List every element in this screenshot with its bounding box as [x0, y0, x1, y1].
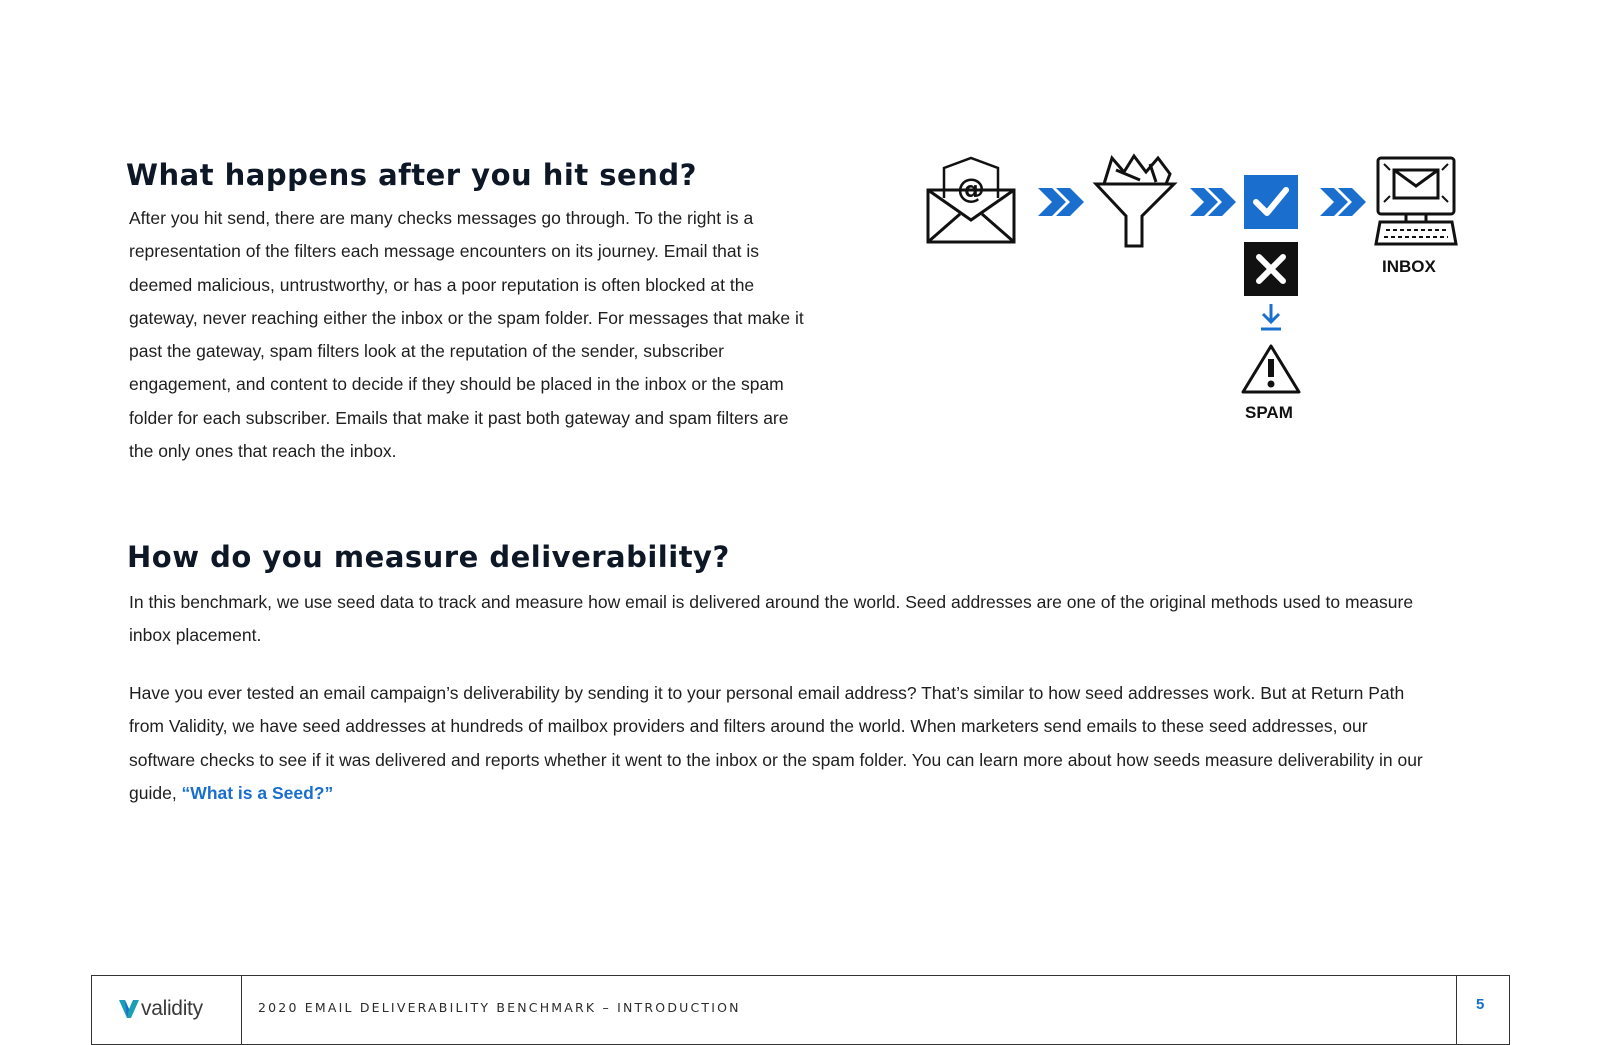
computer-inbox-icon	[1376, 158, 1456, 244]
email-flow-diagram	[920, 150, 1490, 440]
validity-logo	[119, 996, 203, 1022]
svg-text:@: @	[957, 172, 985, 205]
validity-logo-icon	[119, 1000, 139, 1018]
page-number: 5	[1476, 996, 1485, 1013]
double-chevron-icon	[1320, 188, 1366, 216]
footer-title: 2020 EMAIL DELIVERABILITY BENCHMARK – INTRODUCTION	[258, 1000, 741, 1015]
logo-wordmark: validity	[141, 997, 203, 1020]
inbox-label: INBOX	[1382, 257, 1436, 276]
download-arrow-icon	[1261, 304, 1281, 329]
funnel-filter-icon	[1096, 156, 1174, 246]
x-box-icon	[1244, 242, 1298, 296]
footer-divider	[241, 976, 242, 1044]
warning-triangle-icon	[1243, 346, 1299, 392]
section-heading-measure: How do you measure deliverability?	[127, 540, 730, 574]
section-body-after-send: After you hit send, there are many checks messages go through. To the right is a representation of the filters each message encounters on its journey. Email that is deemed malicious, untrustworthy, or has a poor reputation is often blocked at the gateway, never reaching either the inbox or the spam folder. For messages that make it past the gateway, spam filters look at the reputation of the sender, subscriber engagement, and content to decide if they should be placed in the inbox or the spam folder for each subscriber. Emails that make it past both gateway and spam filters are the only ones that reach the inbox.	[129, 208, 804, 462]
measure-paragraph-2-text: Have you ever tested an email campaign’s deliverability by sending it to your personal email address? That’s similar to how seed addresses work. But at Return Path from Validity, we have seed addresses at hundreds of mailbox providers and filters around the world. When marketers send emails to these seed addresses, our software checks to see if it was delivered and reports whether it went to the inbox or the spam folder. You can learn more about how seeds measure deliverability in our guide,	[129, 683, 1423, 803]
check-box-icon	[1244, 175, 1298, 229]
double-chevron-icon	[1038, 188, 1084, 216]
footer-divider	[1456, 976, 1457, 1044]
section-heading-after-send: What happens after you hit send?	[126, 158, 697, 192]
email-envelope-icon	[928, 158, 1014, 242]
page-footer	[91, 975, 1510, 1045]
what-is-a-seed-link[interactable]: “What is a Seed?”	[181, 782, 334, 803]
double-chevron-icon	[1190, 188, 1236, 216]
measure-paragraph-1: In this benchmark, we use seed data to track and measure how email is delivered around the world. Seed addresses are one of the original methods used to measure inbox placement.	[129, 592, 1414, 646]
measure-paragraph-2	[129, 677, 1429, 810]
spam-label: SPAM	[1245, 403, 1293, 422]
